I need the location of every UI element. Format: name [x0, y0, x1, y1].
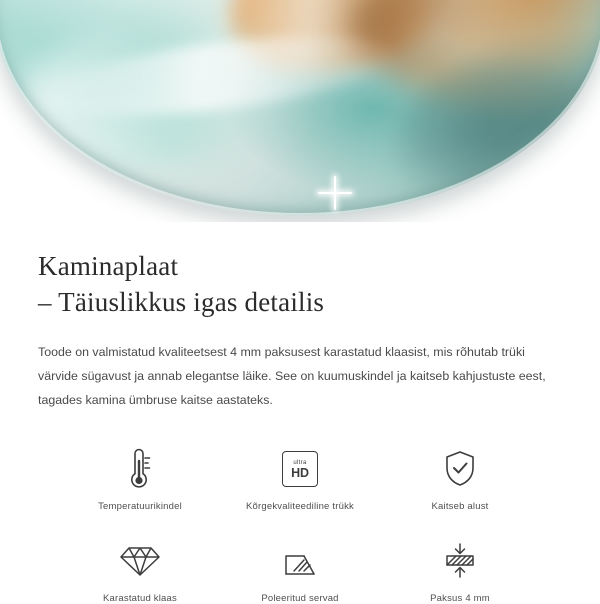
feature-item-temperature — [60, 446, 220, 512]
feature-label: Kõrgekvaliteediline trükk — [246, 501, 354, 513]
shield-check-icon — [441, 446, 479, 492]
feature-item-print-quality — [220, 446, 380, 512]
feature-label: Temperatuurikindel — [98, 501, 182, 513]
hero-image — [0, 0, 600, 222]
feature-item-surface-protection — [380, 446, 540, 512]
feature-item-polished-edges — [220, 538, 380, 604]
feature-item-thickness — [380, 538, 540, 604]
marble-plate-image — [0, 0, 600, 216]
ultra-hd-icon — [282, 446, 318, 492]
feature-label: Karastatud klaas — [103, 593, 177, 604]
ultra-hd-badge-main: HD — [291, 465, 309, 480]
polished-edges-icon — [280, 538, 320, 584]
thickness-arrows-icon — [440, 538, 480, 584]
page-title — [38, 248, 562, 321]
feature-grid — [38, 446, 562, 604]
content-area — [0, 248, 600, 604]
ultra-hd-badge-top: ultra — [293, 459, 307, 466]
feature-label: Kaitseb alust — [431, 501, 489, 513]
page-title-line-1: Kaminaplaat — [38, 251, 179, 281]
feature-label: Poleeritud servad — [261, 593, 339, 604]
page-title-line-2: – Täiuslikkus igas detailis — [38, 287, 325, 318]
feature-item-tempered-glass — [60, 538, 220, 604]
diamond-icon — [119, 538, 161, 584]
description-paragraph: Toode on valmistatud kvaliteetsest 4 mm paksusest karastatud klaasist, mis rõhutab trüki värvide sügavust ja annab elegantse läike. See on kuumuskindel ja kaitseb kahjustuste eest, tagades kamina ümbruse kaitse aastateks. — [38, 344, 546, 407]
feature-label: Paksus 4 mm — [430, 593, 490, 604]
thermometer-icon — [121, 446, 159, 492]
